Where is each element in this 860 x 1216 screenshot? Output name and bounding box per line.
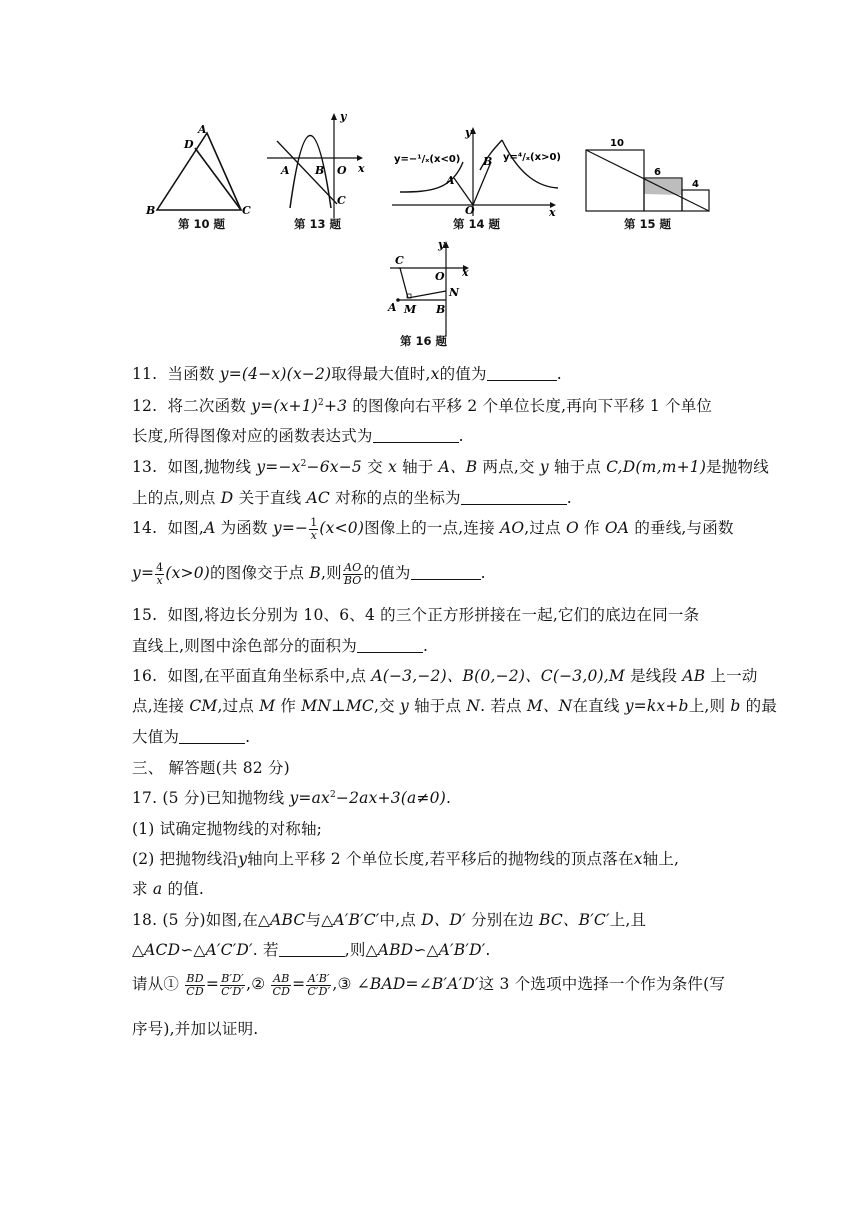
caption-16: 第 16 题 <box>400 334 448 348</box>
label-a: A <box>198 123 207 136</box>
triangle-abc <box>157 133 241 210</box>
answer-blank[interactable] <box>461 503 567 505</box>
answer-blank[interactable] <box>411 578 481 580</box>
question-18: 18. (5 分)如图,在△ABC与△A′B′C′中,点 D、D′ 分别在边 BC、B′C′上,且 <box>132 911 647 929</box>
question-18-line3: 请从① $\frac{BD}{CD}$ = $\frac{B'D'}{C'D'}$ ,② $\frac{AB}{CD}$ = $\frac{A'B'}{C'D'}$ ,③ ∠BAD=∠B′A′D′这 3 个选项中选择一个作为条件(写 <box>132 971 726 998</box>
point-a <box>396 298 400 302</box>
question-16: 16. 如图,在平面直角坐标系中,点 A(−3,−2)、B(0,−2)、C(−3,0),M 是线段 AB 上一动 <box>132 667 758 685</box>
figure-16 <box>388 236 488 336</box>
question-12: 12. 将二次函数 $y=(x+1)^2+3$ 的图像向右平移 2 个单位长度,再向下平移 1 个单位 <box>132 397 713 415</box>
question-16-line3: 大值为 . <box>132 728 251 746</box>
right-equation: y=⁴/ₓ(x>0) <box>503 152 561 163</box>
y-arrow-icon <box>331 113 337 120</box>
answer-blank[interactable] <box>357 651 423 653</box>
question-17-part2: (2) 把抛物线沿y轴向上平移 2 个单位长度,若平移后的抛物线的顶点落在x轴上, <box>132 850 680 868</box>
label-b: B <box>315 164 325 177</box>
question-18-line2: △ACD∽△A′C′D′. 若 ,则△ABD∽△A′B′D′. <box>132 941 491 959</box>
triangle-diagram <box>140 120 260 220</box>
label-a: A <box>281 164 290 177</box>
fraction-a1b1-c1d1: $\frac{A'B'}{C'D'}$ <box>307 971 331 998</box>
fraction-1-over-x: $\frac{1}{x}$ <box>310 515 318 542</box>
square-4 <box>682 190 709 211</box>
label-n: N <box>449 286 460 299</box>
label-y: y <box>438 238 445 251</box>
hyperbola-diagram <box>390 122 565 219</box>
question-14: 14. 如图,A 为函数 y=− $\frac{1}{x}$ (x<0)图像上的一点,连接 AO,过点 O 作 OA 的垂线,与函数 <box>132 515 734 542</box>
question-11: 11. 当函数 y=(4−x)(x−2)取得最大值时,x的值为 . <box>132 365 562 383</box>
label-6: 6 <box>654 167 661 178</box>
answer-blank[interactable] <box>487 379 557 381</box>
caption-15: 第 15 题 <box>624 217 672 231</box>
left-equation: y=−¹/ₓ(x<0) <box>394 154 461 165</box>
label-m: M <box>404 303 417 316</box>
label-c: C <box>337 194 346 207</box>
segment-ao <box>454 178 473 205</box>
fraction-ab-cd: $\frac{AB}{CD}$ <box>272 971 291 998</box>
caption-14: 第 14 题 <box>453 217 501 231</box>
label-a: A <box>388 301 397 314</box>
label-o: O <box>435 270 445 283</box>
answer-blank[interactable] <box>179 742 245 744</box>
condition-blank[interactable] <box>279 955 345 957</box>
parabola-curve <box>290 136 331 209</box>
label-c: C <box>395 254 404 267</box>
coordinate-diagram <box>388 236 488 336</box>
question-16-line2: 点,连接 CM,过点 M 作 MN⊥MC,交 y 轴于点 N. 若点 M、N在直线 y=kx+b上,则 b 的最 <box>132 697 778 715</box>
label-10: 10 <box>610 138 624 149</box>
label-c: C <box>242 204 251 217</box>
question-17-part1: (1) 试确定抛物线的对称轴; <box>132 820 323 838</box>
label-x: x <box>549 206 556 219</box>
question-14-line2: y= $\frac{4}{x}$ (x>0)的图像交于点 B,则 $\frac{AO}{BO}$ 的值为 . <box>132 560 486 587</box>
label-a: A <box>446 174 455 187</box>
label-o: O <box>337 164 347 177</box>
question-15: 15. 如图,将边长分别为 10、6、4 的三个正方形拼接在一起,它们的底边在同一条 <box>132 606 700 624</box>
fraction-b1d1-c1d1: $\frac{B'D'}{C'D'}$ <box>221 971 245 998</box>
label-y: y <box>340 110 347 123</box>
caption-13: 第 13 题 <box>294 217 342 231</box>
question-17: 17. (5 分)已知抛物线 $y=ax^2-2ax+3(a\ne 0)$. <box>132 789 452 807</box>
label-b: B <box>436 303 446 316</box>
question-15-line2: 直线上,则图中涂色部分的面积为 . <box>132 637 429 655</box>
answer-blank[interactable] <box>373 441 459 443</box>
label-d: D <box>184 138 194 151</box>
figure-13 <box>265 108 375 218</box>
x-arrow-icon <box>357 155 363 161</box>
label-x: x <box>462 266 469 279</box>
square-10 <box>586 150 644 211</box>
question-17-part2-line2: 求 a 的值. <box>132 880 204 898</box>
question-12-line2: 长度,所得图像对应的函数表达式为 . <box>132 427 464 445</box>
label-4: 4 <box>692 179 699 190</box>
question-13-line2: 上的点,则点 D 关于直线 AC 对称的点的坐标为 . <box>132 489 572 507</box>
fraction-ao-over-bo: $\frac{AO}{BO}$ <box>343 560 362 587</box>
parabola-diagram <box>265 108 375 218</box>
diagonal-line <box>586 150 709 211</box>
figure-14 <box>390 122 565 219</box>
label-b: B <box>146 204 156 217</box>
fraction-bd-cd: $\frac{BD}{CD}$ <box>186 971 204 998</box>
section-3-title: 三、 解答题(共 82 分) <box>132 759 290 777</box>
figure-15 <box>584 135 714 215</box>
fraction-4-over-x: $\frac{4}{x}$ <box>156 560 164 587</box>
caption-10: 第 10 题 <box>178 217 226 231</box>
question-18-line4: 序号),并加以证明. <box>132 1020 259 1038</box>
segment-cm <box>400 268 408 298</box>
segment-ob <box>473 162 491 205</box>
label-b: B <box>483 155 493 168</box>
figure-10 <box>140 120 260 220</box>
label-x: x <box>358 162 365 175</box>
squares-diagram <box>584 135 714 215</box>
label-o: O <box>465 204 475 217</box>
segment-mn <box>408 291 446 298</box>
question-13: 13. 如图,抛物线 $y=-x^2-6x-5$ 交 x 轴于 A、B 两点,交 y 轴于点 C,D(m,m+1)是抛物线 <box>132 458 769 476</box>
label-y: y <box>465 126 472 139</box>
